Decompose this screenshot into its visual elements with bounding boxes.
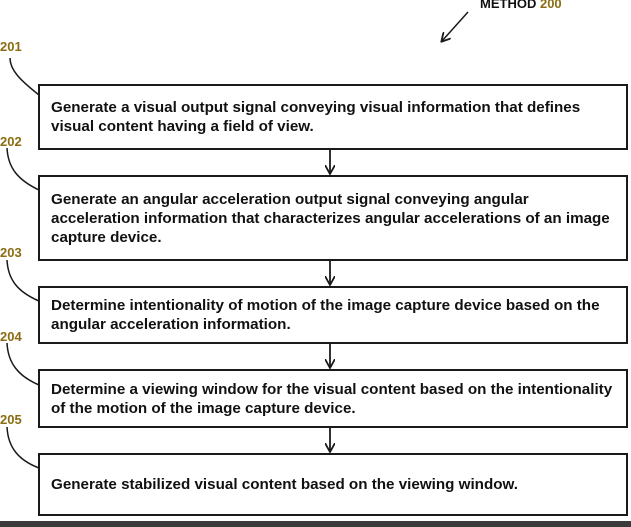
leader-line-202 bbox=[7, 148, 39, 190]
step-text-205: Generate stabilized visual content based on the viewing window. bbox=[51, 476, 518, 493]
step-box-201 bbox=[38, 84, 628, 150]
step-box-202 bbox=[38, 175, 628, 261]
ref-label-202: 202 bbox=[0, 134, 22, 149]
step-box-203 bbox=[38, 286, 628, 344]
ref-label-201: 201 bbox=[0, 39, 22, 54]
step-text-203: Determine intentionality of motion of the image capture device based on the angular acceleration information. bbox=[51, 297, 600, 333]
step-text-201: Generate a visual output signal conveying visual information that defines visual content having a field of view. bbox=[51, 99, 581, 135]
method-pointer-arrow bbox=[442, 12, 468, 41]
step-text-204: Determine a viewing window for the visual content based on the intentionality of the motion of the image capture device. bbox=[51, 380, 613, 417]
method-label-text: METHOD bbox=[480, 0, 537, 11]
method-number: 200 bbox=[539, 0, 562, 11]
step-box-204 bbox=[38, 369, 628, 428]
step-box-205 bbox=[38, 453, 628, 516]
bottom-edge-bar bbox=[0, 521, 631, 527]
step-text-202: Generate an angular acceleration output signal conveying angular acceleration information that characterizes angular accelerations of an image capture device. bbox=[51, 190, 610, 246]
leader-line-203 bbox=[7, 260, 39, 301]
leader-line-205 bbox=[7, 427, 39, 468]
ref-label-205: 205 bbox=[0, 412, 22, 427]
leader-line-204 bbox=[7, 343, 39, 385]
leader-line-201 bbox=[10, 58, 39, 95]
ref-label-203: 203 bbox=[0, 245, 22, 260]
ref-label-204: 204 bbox=[0, 329, 22, 344]
